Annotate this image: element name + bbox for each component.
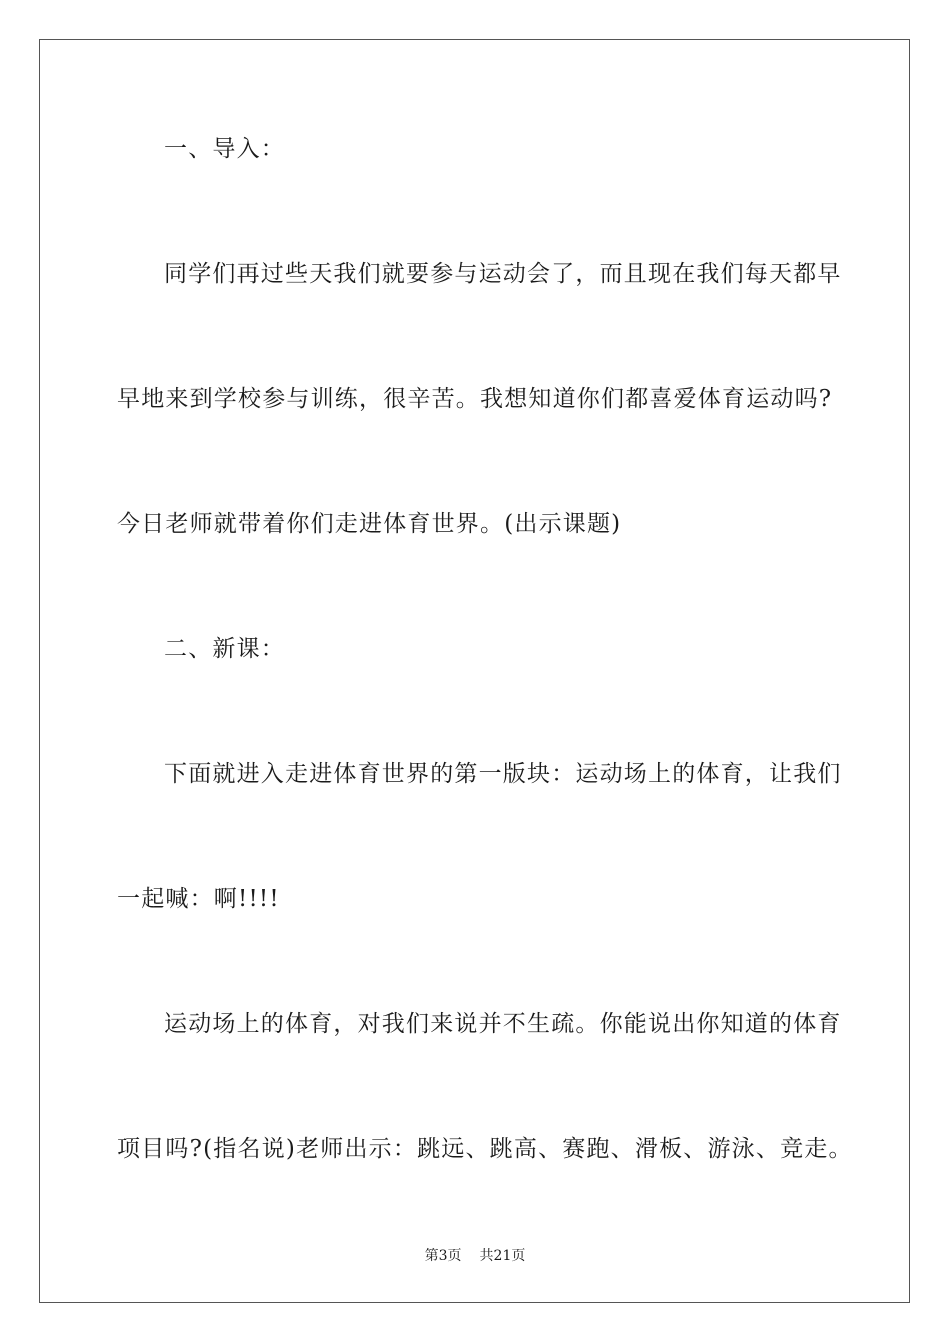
paragraph-line: 项目吗?(指名说)老师出示：跳远、跳高、赛跑、滑板、游泳、竞走。 [117, 1136, 853, 1162]
paragraph-line: 一起喊：啊!!!! [117, 886, 280, 912]
paragraph-line: 今日老师就带着你们走进体育世界。(出示课题) [117, 511, 622, 537]
page-footer [0, 1246, 950, 1266]
section-heading-intro: 一、导入： [164, 136, 285, 162]
section-heading-new-lesson: 二、新课： [164, 636, 285, 662]
paragraph-line: 运动场上的体育，对我们来说并不生疏。你能说出你知道的体育 [164, 1011, 842, 1037]
paragraph-line: 早地来到学校参与训练，很辛苦。我想知道你们都喜爱体育运动吗? [117, 386, 833, 412]
page-border [39, 39, 910, 1303]
paragraph-line: 下面就进入走进体育世界的第一版块：运动场上的体育，让我们 [164, 761, 842, 787]
paragraph-line: 同学们再过些天我们就要参与运动会了，而且现在我们每天都早 [164, 261, 842, 287]
page-number: 第3页 [424, 1248, 462, 1264]
page-total: 共21页 [479, 1248, 526, 1264]
